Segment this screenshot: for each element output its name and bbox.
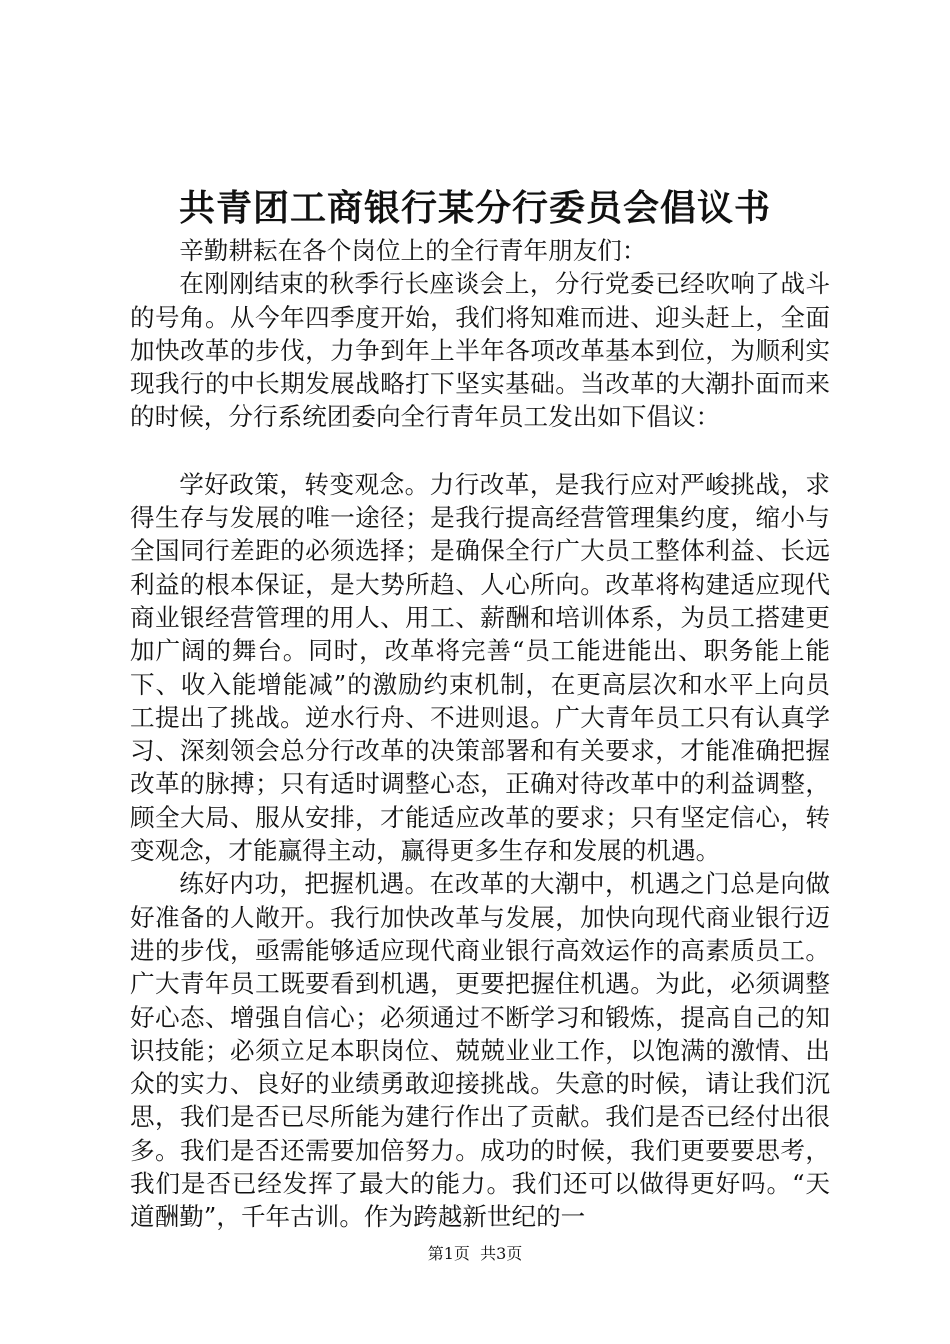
paragraph-policy: 学好政策，转变观念。力行改革，是我行应对严峻挑战，求得生存与发展的唯一途径；是我行提高经营管理集约度，缩小与全国同行差距的必须选择；是确保全行广大员工整体利益、长远利益的根本保证，是大势所趋、人心所向。改革将构建适应现代商业银经营管理的用人、用工、薪酬和培训体系，为员工搭建更加广阔的舞台。同时，改革将完善“员工能进能出、职务能上能下、收入能增能减”的激励约束机制，在更高层次和水平上向员工提出了挑战。逆水行舟、不进则退。广大青年员工只有认真学习、深刻领会总分行改革的决策部署和有关要求，才能准确把握改革的脉搏；只有适时调整心态，正确对待改革中的利益调整，顾全大局、服从安排，才能适应改革的要求；只有坚定信心，转变观念，才能赢得主动，赢得更多生存和发展的机遇。 bbox=[130, 469, 830, 866]
document-body bbox=[130, 234, 830, 1234]
paragraph-opportunity: 练好内功，把握机遇。在改革的大潮中，机遇之门总是向做好准备的人敞开。我行加快改革与发展，加快向现代商业银行迈进的步伐，亟需能够适应现代商业银行高效运作的高素质员工。广大青年员工既要看到机遇，更要把握住机遇。为此，必须调整好心态、增强自信心；必须通过不断学习和锻炼，提高自己的知识技能；必须立足本职岗位、兢兢业业工作，以饱满的激情、出众的实力、良好的业绩勇敢迎接挑战。失意的时候，请让我们沉思，我们是否已尽所能为建行作出了贡献。我们是否已经付出很多。我们是否还需要加倍努力。成功的时候，我们更要要思考，我们是否已经发挥了最大的能力。我们还可以做得更好吗。“天道酬勤”，千年古训。作为跨越新世纪的一 bbox=[130, 869, 830, 1232]
greeting-line: 辛勤耕耘在各个岗位上的全行青年朋友们： bbox=[179, 236, 647, 265]
document-title: 共青团工商银行某分行委员会倡议书 bbox=[178, 187, 771, 229]
paragraph-spacer bbox=[130, 434, 830, 468]
paragraph-intro: 在刚刚结束的秋季行长座谈会上，分行党委已经吹响了战斗的号角。从今年四季度开始，我们将知难而进、迎头赶上，全面加快改革的步伐，力争到年上半年各项改革基本到位，为顺利实现我行的中长期发展战略打下坚实基础。当改革的大潮扑面而来的时候，分行系统团委向全行青年员工发出如下倡议： bbox=[130, 269, 830, 432]
page-number: 第1页 共3页 bbox=[427, 1244, 523, 1263]
page-footer bbox=[0, 1244, 950, 1264]
